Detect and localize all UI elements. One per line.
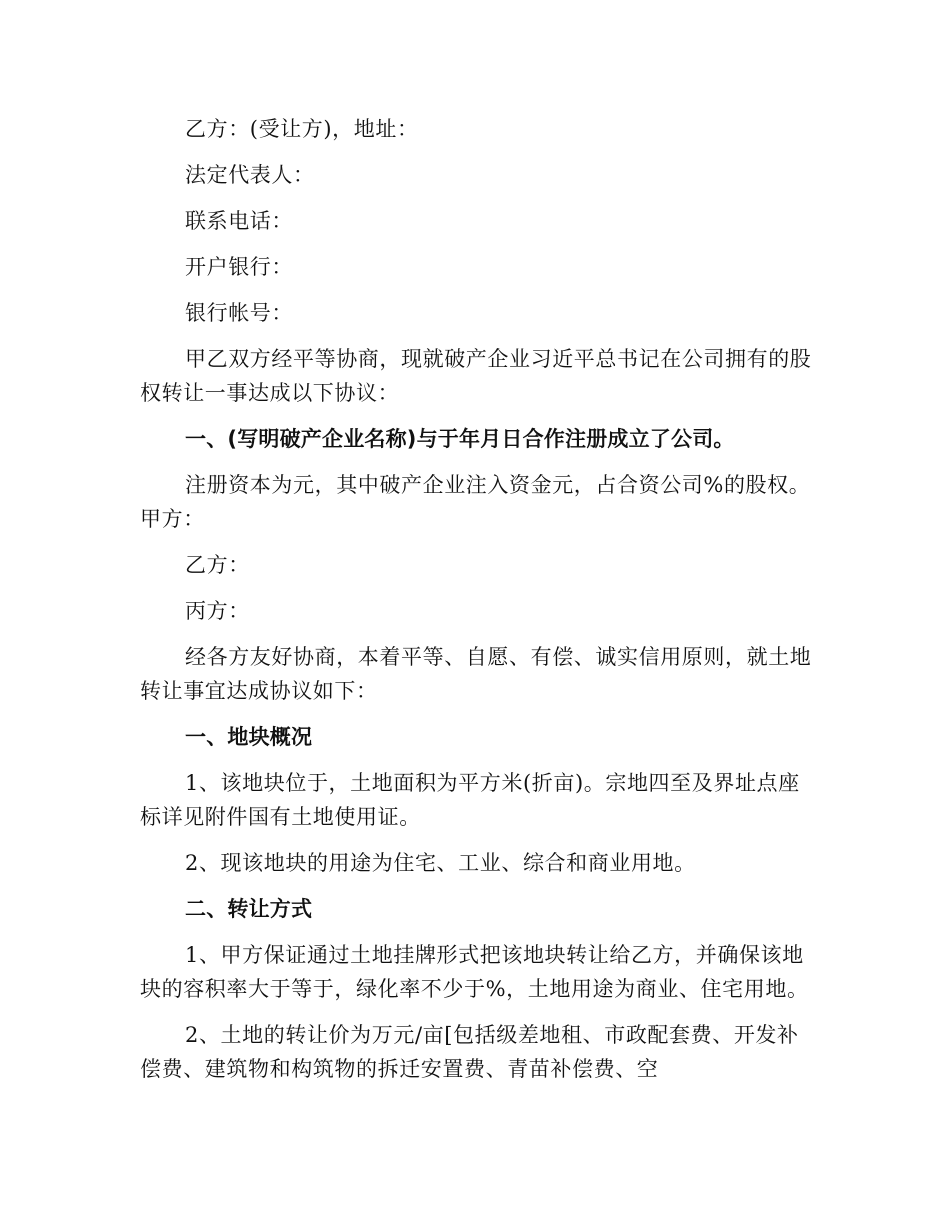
agreement-intro-paragraph: 甲乙双方经平等协商，现就破产企业习近平总书记在公司拥有的股权转让一事达成以下协议： — [140, 347, 812, 405]
section-heading-land-overview: 一、地块概况 — [185, 725, 313, 749]
negotiation-paragraph: 经各方友好协商，本着平等、自愿、有偿、诚实信用原则，就土地转让事宜达成协议如下： — [140, 645, 812, 703]
section-heading-company: 一、(写明破产企业名称)与于年月日合作注册成立了公司。 — [185, 427, 735, 451]
legal-representative-line: 法定代表人： — [185, 163, 315, 187]
document-body — [140, 112, 820, 1098]
land-location-paragraph: 1、该地块位于，土地面积为平方米(折亩)。宗地四至及界址点座标详见附件国有土地使用证。 — [140, 771, 800, 829]
bank-name-line: 开户银行： — [185, 255, 293, 279]
land-usage-paragraph: 2、现该地块的用途为住宅、工业、综合和商业用地。 — [185, 851, 696, 875]
section-heading-transfer-method: 二、转让方式 — [185, 897, 313, 921]
party-b-address-line: 乙方：(受让方)，地址： — [185, 117, 419, 141]
transfer-guarantee-paragraph: 1、甲方保证通过土地挂牌形式把该地块转让给乙方，并确保该地块的容积率大于等于，绿化率不少于%，土地用途为商业、住宅用地。 — [140, 943, 809, 1001]
party-b-line: 乙方： — [185, 553, 250, 577]
party-c-line: 丙方： — [185, 599, 250, 623]
transfer-price-paragraph: 2、土地的转让价为万元/亩[包括级差地租、市政配套费、开发补偿费、建筑物和构筑物的拆迁安置费、青苗补偿费、空 — [140, 1023, 799, 1081]
registered-capital-paragraph: 注册资本为元，其中破产企业注入资金元，占合资公司%的股权。甲方： — [140, 473, 811, 531]
bank-account-line: 银行帐号： — [185, 301, 293, 325]
contact-phone-line: 联系电话： — [185, 209, 293, 233]
